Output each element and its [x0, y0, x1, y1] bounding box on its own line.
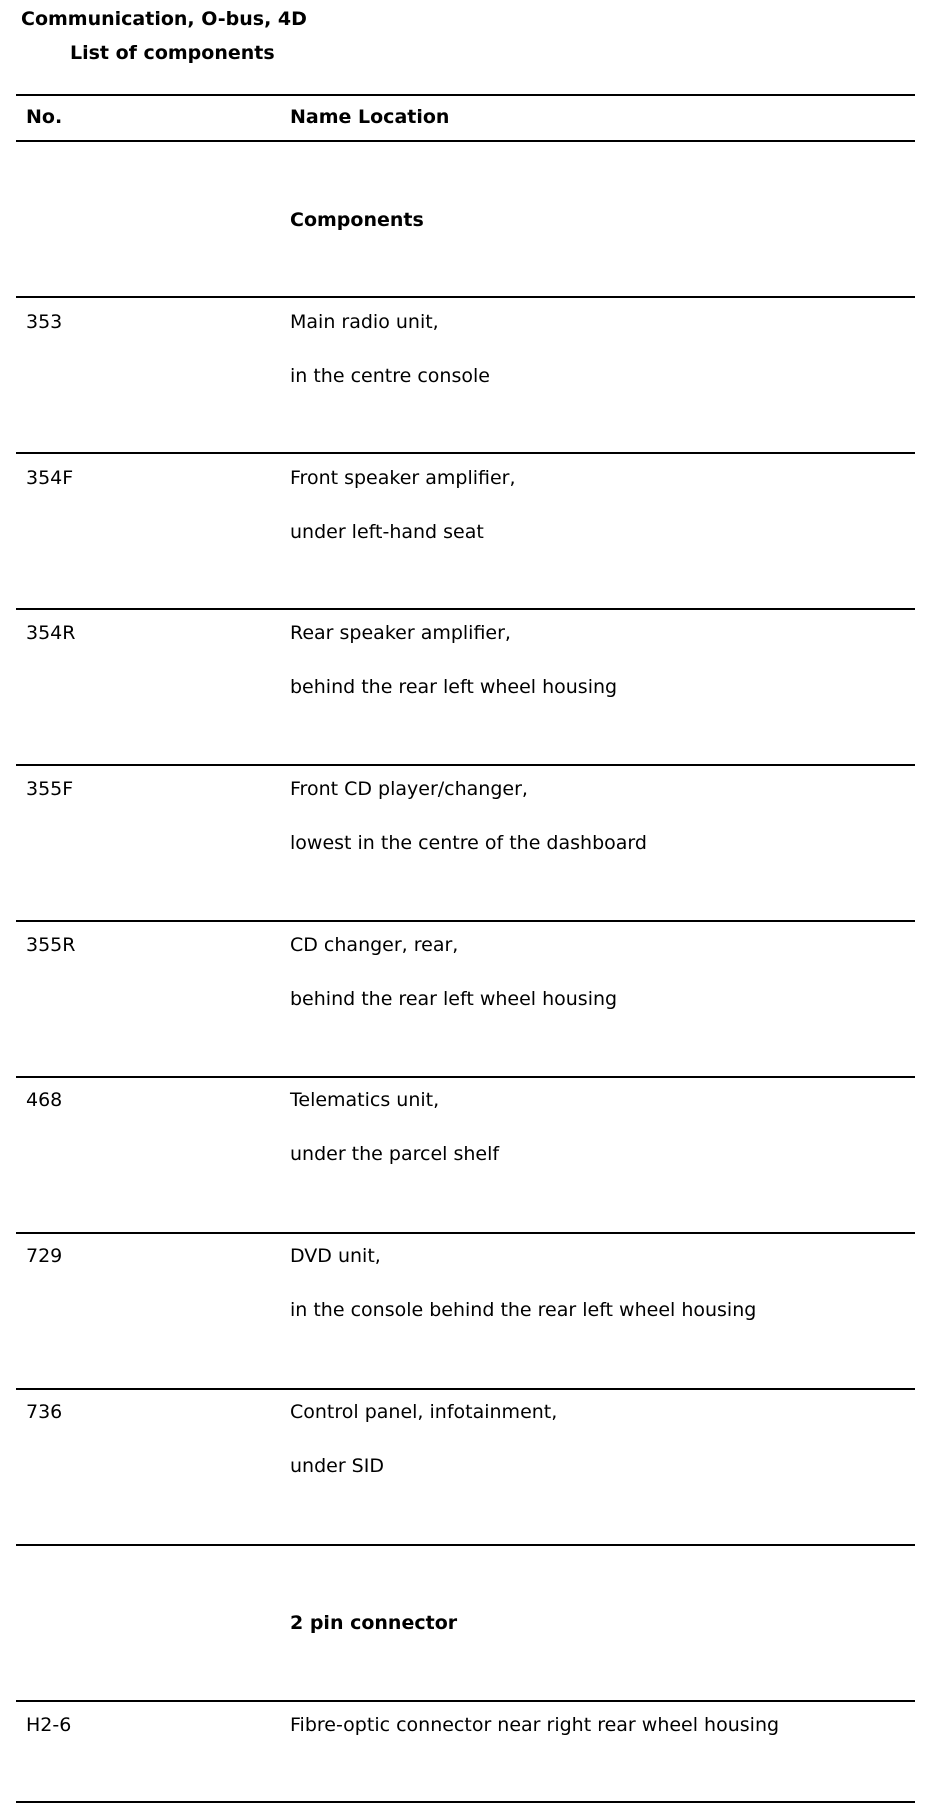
component-number: 355R — [26, 934, 76, 956]
table-rule-top — [16, 94, 915, 96]
component-location: under the parcel shelf — [290, 1143, 500, 1165]
table-rule — [16, 764, 915, 766]
component-number: 355F — [26, 778, 74, 800]
component-name: Front CD player/changer, — [290, 778, 528, 800]
table-header-row — [16, 98, 915, 136]
component-location: behind the rear left wheel housing — [290, 988, 618, 1010]
table-row — [16, 930, 915, 1050]
component-name: Rear speaker amplifier, — [290, 622, 511, 644]
component-location: in the centre console — [290, 365, 490, 387]
table-row — [16, 307, 915, 427]
component-number: 353 — [26, 311, 63, 333]
table-rule-header — [16, 140, 915, 142]
component-location: under left-hand seat — [290, 521, 484, 543]
header-no: No. — [26, 106, 63, 128]
table-row — [16, 463, 915, 583]
table-row — [16, 1710, 915, 1770]
table-rule — [16, 452, 915, 454]
component-location: lowest in the centre of the dashboard — [290, 832, 647, 854]
component-name: Control panel, infotainment, — [290, 1401, 558, 1423]
table-rule — [16, 920, 915, 922]
header-name-location: Name Location — [290, 106, 450, 128]
component-number: 729 — [26, 1245, 63, 1267]
section-heading-components: Components — [290, 209, 424, 231]
table-rule — [16, 608, 915, 610]
section-heading-2-pin-connector: 2 pin connector — [290, 1612, 458, 1634]
connector-number: H2-6 — [26, 1714, 72, 1736]
table-row — [16, 774, 915, 894]
table-row — [16, 1085, 915, 1205]
component-name: DVD unit, — [290, 1245, 381, 1267]
table-rule — [16, 1544, 915, 1546]
component-name: Telematics unit, — [290, 1089, 440, 1111]
connector-name: Fibre-optic connector near right rear wheel housing — [290, 1714, 780, 1736]
table-rule — [16, 1232, 915, 1234]
component-number: 354F — [26, 467, 74, 489]
table-rule — [16, 1388, 915, 1390]
table-row — [16, 1241, 915, 1361]
table-rule — [16, 1076, 915, 1078]
component-location: in the console behind the rear left wheel housing — [290, 1299, 757, 1321]
component-location: behind the rear left wheel housing — [290, 676, 618, 698]
table-rule — [16, 296, 915, 298]
component-number: 468 — [26, 1089, 63, 1111]
table-rule-bottom — [16, 1801, 915, 1803]
document-subtitle: List of components — [70, 42, 275, 64]
component-name: CD changer, rear, — [290, 934, 459, 956]
table-rule — [16, 1700, 915, 1702]
table-row — [16, 1397, 915, 1517]
component-number: 736 — [26, 1401, 63, 1423]
component-name: Main radio unit, — [290, 311, 439, 333]
component-location: under SID — [290, 1455, 384, 1477]
component-number: 354R — [26, 622, 76, 644]
component-name: Front speaker amplifier, — [290, 467, 516, 489]
document-title: Communication, O-bus, 4D — [21, 8, 307, 30]
table-row — [16, 618, 915, 738]
